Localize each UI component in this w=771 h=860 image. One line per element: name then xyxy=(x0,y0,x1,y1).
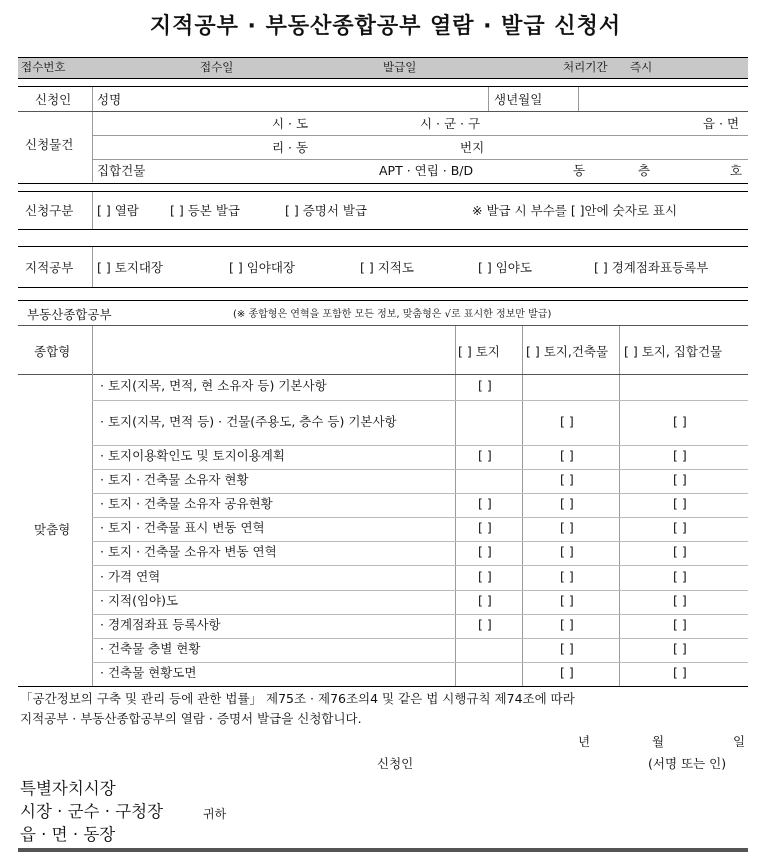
applicant-birth-field[interactable]: 생년월일 xyxy=(494,92,543,107)
property-sido: 시 · 도 xyxy=(272,116,309,131)
custom-item-checkbox[interactable]: [ ] xyxy=(560,414,574,429)
custom-item-checkbox[interactable]: [ ] xyxy=(478,378,492,393)
property-floor: 층 xyxy=(638,163,651,178)
applicant-name-field[interactable]: 성명 xyxy=(97,92,122,107)
custom-item-label: · 토지 · 건축물 표시 변동 연혁 xyxy=(100,520,265,535)
property-ridong: 리 · 동 xyxy=(272,140,309,155)
cadastral-forest-register-checkbox[interactable]: [ ] 임야대장 xyxy=(229,260,296,275)
receipt-info-row xyxy=(18,57,748,79)
custom-item-checkbox[interactable]: [ ] xyxy=(560,544,574,559)
property-ho: 호 xyxy=(730,163,743,178)
custom-item-label: · 경계점좌표 등록사항 xyxy=(100,617,221,632)
custom-item-checkbox[interactable]: [ ] xyxy=(560,569,574,584)
custom-item-label: · 토지 · 건축물 소유자 공유현황 xyxy=(100,496,273,511)
property-dong: 동 xyxy=(573,163,586,178)
custom-item-checkbox[interactable]: [ ] xyxy=(560,448,574,463)
bottom-rule xyxy=(18,848,748,852)
custom-item-checkbox[interactable]: [ ] xyxy=(673,544,687,559)
custom-label: 맞춤형 xyxy=(34,522,71,537)
custom-item-checkbox[interactable]: [ ] xyxy=(673,617,687,632)
comprehensive-land-building-checkbox[interactable]: [ ] 토지,건축물 xyxy=(526,344,609,359)
receipt-no-label: 접수번호 xyxy=(21,60,66,74)
date-day-label: 일 xyxy=(733,734,746,749)
property-beonji: 번지 xyxy=(460,140,485,155)
custom-item-label: · 지적(임야)도 xyxy=(100,593,179,608)
receipt-date-label: 접수일 xyxy=(200,60,234,74)
custom-item-label: · 토지(지목, 면적 등) · 건물(주용도, 층수 등) 기본사항 xyxy=(100,414,397,429)
addressee-honorific: 귀하 xyxy=(203,807,227,821)
processing-period-value: 즉시 xyxy=(630,60,653,74)
applicant-label: 신청인 xyxy=(35,92,72,107)
custom-item-label: · 건축물 현황도면 xyxy=(100,665,197,680)
page-title: 지적공부 · 부동산종합공부 열람 · 발급 신청서 xyxy=(149,14,622,39)
custom-item-checkbox[interactable]: [ ] xyxy=(478,593,492,608)
custom-item-label: · 가격 연혁 xyxy=(100,569,161,584)
cadastral-boundary-coordinate-checkbox[interactable]: [ ] 경계점좌표등록부 xyxy=(594,260,709,275)
custom-item-checkbox[interactable]: [ ] xyxy=(673,569,687,584)
custom-item-checkbox[interactable]: [ ] xyxy=(560,472,574,487)
statement-line1: 「공간정보의 구축 및 관리 등에 관한 법률」 제75조 · 제76조의4 및 같은 법 시행규칙 제74조에 따라 xyxy=(20,691,575,706)
custom-item-checkbox[interactable]: [ ] xyxy=(478,617,492,632)
custom-item-checkbox[interactable]: [ ] xyxy=(673,448,687,463)
custom-item-checkbox[interactable]: [ ] xyxy=(560,641,574,656)
cadastral-land-register-checkbox[interactable]: [ ] 토지대장 xyxy=(97,260,164,275)
comprehensive-label: 종합형 xyxy=(34,344,71,359)
realestate-label: 부동산종합공부 xyxy=(27,307,112,322)
request-certificate-checkbox[interactable]: [ ] 증명서 발급 xyxy=(285,203,368,218)
addressee-line2: 시장 · 군수 · 구청장 xyxy=(20,802,164,821)
custom-item-checkbox[interactable]: [ ] xyxy=(478,448,492,463)
property-sigungu: 시 · 군 · 구 xyxy=(420,116,481,131)
comprehensive-land-collective-checkbox[interactable]: [ ] 토지, 집합건물 xyxy=(624,344,723,359)
request-type-note: ※ 발급 시 부수를 [ ]안에 숫자로 표시 xyxy=(472,203,678,218)
custom-item-checkbox[interactable]: [ ] xyxy=(478,569,492,584)
custom-item-checkbox[interactable]: [ ] xyxy=(560,593,574,608)
issue-date-label: 발급일 xyxy=(383,60,417,74)
custom-item-checkbox[interactable]: [ ] xyxy=(673,414,687,429)
signature-hint: (서명 또는 인) xyxy=(648,756,727,771)
custom-item-checkbox[interactable]: [ ] xyxy=(560,496,574,511)
processing-period-label: 처리기간 xyxy=(563,60,608,74)
addressee-line1: 특별자치시장 xyxy=(20,779,116,798)
custom-item-checkbox[interactable]: [ ] xyxy=(673,641,687,656)
statement-line2: 지적공부 · 부동산종합공부의 열람 · 증명서 발급을 신청합니다. xyxy=(20,711,362,726)
realestate-note: (※ 종합형은 연혁을 포함한 모든 정보, 맞춤형은 √로 표시한 정보만 발급) xyxy=(233,309,552,320)
cadastral-label: 지적공부 xyxy=(25,260,74,275)
request-type-label: 신청구분 xyxy=(25,203,74,218)
custom-item-label: · 토지(지목, 면적, 현 소유자 등) 기본사항 xyxy=(100,378,327,393)
custom-item-checkbox[interactable]: [ ] xyxy=(560,665,574,680)
property-eupmyeon: 읍 · 면 xyxy=(703,116,740,131)
comprehensive-land-checkbox[interactable]: [ ] 토지 xyxy=(458,344,500,359)
property-collective-building: 집합건물 xyxy=(97,163,146,178)
property-apt: APT · 연립 · B/D xyxy=(379,163,474,178)
custom-item-checkbox[interactable]: [ ] xyxy=(560,520,574,535)
cadastral-map-checkbox[interactable]: [ ] 지적도 xyxy=(360,260,414,275)
custom-item-checkbox[interactable]: [ ] xyxy=(673,593,687,608)
cadastral-forest-map-checkbox[interactable]: [ ] 임야도 xyxy=(478,260,532,275)
custom-item-checkbox[interactable]: [ ] xyxy=(478,496,492,511)
date-year-label: 년 xyxy=(578,734,591,749)
custom-item-label: · 토지 · 건축물 소유자 변동 연혁 xyxy=(100,544,277,559)
custom-item-label: · 토지이용확인도 및 토지이용계획 xyxy=(100,448,285,463)
date-month-label: 월 xyxy=(652,734,665,749)
request-copy-checkbox[interactable]: [ ] 등본 발급 xyxy=(170,203,240,218)
custom-item-checkbox[interactable]: [ ] xyxy=(478,544,492,559)
custom-item-label: · 건축물 층별 현황 xyxy=(100,641,201,656)
request-view-checkbox[interactable]: [ ] 열람 xyxy=(97,203,139,218)
custom-item-checkbox[interactable]: [ ] xyxy=(673,665,687,680)
custom-item-checkbox[interactable]: [ ] xyxy=(673,520,687,535)
custom-item-checkbox[interactable]: [ ] xyxy=(478,520,492,535)
property-label: 신청물건 xyxy=(25,137,74,152)
addressee-line3: 읍 · 면 · 동장 xyxy=(20,825,116,844)
custom-item-checkbox[interactable]: [ ] xyxy=(673,472,687,487)
custom-item-label: · 토지 · 건축물 소유자 현황 xyxy=(100,472,249,487)
signature-applicant-label: 신청인 xyxy=(377,756,414,771)
custom-item-checkbox[interactable]: [ ] xyxy=(560,617,574,632)
custom-item-checkbox[interactable]: [ ] xyxy=(673,496,687,511)
